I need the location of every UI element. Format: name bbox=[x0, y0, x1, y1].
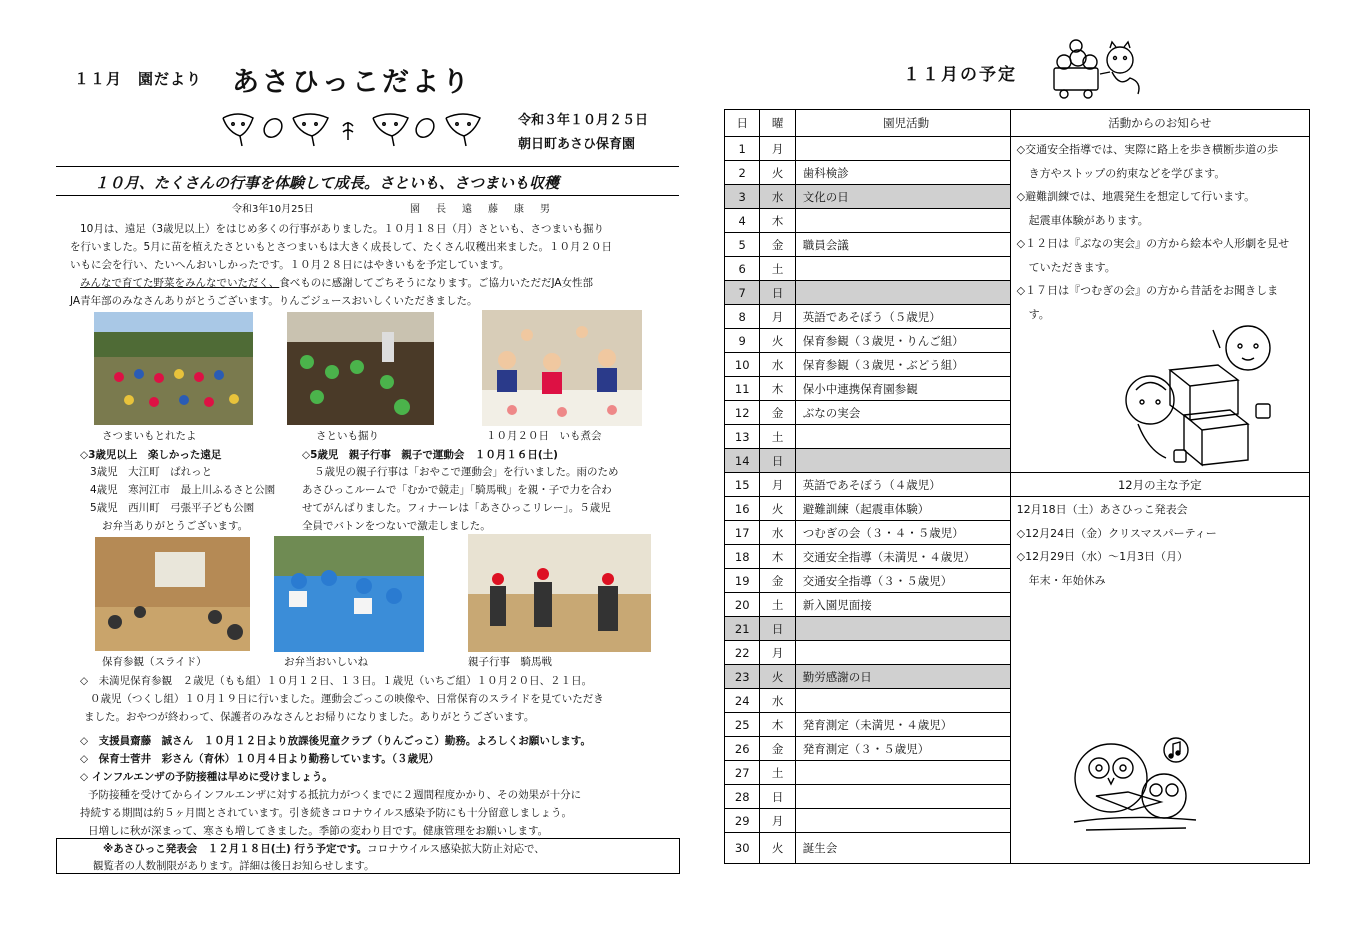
schedule-weekday: 火 bbox=[760, 833, 795, 864]
schedule-day: 7 bbox=[725, 281, 760, 305]
article-underline: みんなで育てた野菜をみんなでいただく、 bbox=[80, 277, 280, 289]
notice-line: ◇交通安全指導では、実際に路上を歩き横断歩道の歩 bbox=[1016, 143, 1279, 156]
headline: １０月、たくさんの行事を体験して成長。さといも、さつまいも収穫 bbox=[94, 174, 560, 192]
schedule-activity bbox=[795, 209, 1010, 233]
schedule-activity: 発育測定（３・５歳児） bbox=[795, 737, 1010, 761]
schedule-weekday: 水 bbox=[760, 353, 795, 377]
schedule-activity: ぶなの実会 bbox=[795, 401, 1010, 425]
december-line: 12月18日（土）あさひっこ発表会 bbox=[1016, 503, 1188, 516]
article-line: いもに会を行い、たいへんおいしかったです。１０月２８日にはやきいもを予定しています。 bbox=[70, 259, 510, 271]
schedule-day: 25 bbox=[725, 713, 760, 737]
schedule-weekday: 金 bbox=[760, 401, 795, 425]
notice-line: す。 bbox=[1028, 307, 1050, 321]
schedule-day: 1 bbox=[725, 137, 760, 161]
schedule-activity bbox=[795, 761, 1010, 785]
children-boxes-illustration-icon bbox=[1118, 320, 1293, 470]
photo-caption: 親子行事 騎馬戦 bbox=[468, 656, 552, 668]
schedule-activity: 誕生会 bbox=[795, 833, 1010, 864]
excursion-title: ◇3歳児以上 楽しかった遠足 bbox=[80, 449, 222, 461]
photo-caption: お弁当おいしいね bbox=[284, 656, 368, 668]
december-line: 年末・年始休み bbox=[1028, 573, 1106, 587]
schedule-activity bbox=[795, 449, 1010, 473]
schedule-title: １１月の予定 bbox=[903, 65, 1017, 85]
excursion-line: お弁当ありがとうございます。 bbox=[102, 520, 249, 532]
schedule-day: 21 bbox=[725, 617, 760, 641]
schedule-weekday: 金 bbox=[760, 569, 795, 593]
article-line bbox=[80, 275, 593, 290]
schedule-activity: 保小中連携保育園参観 bbox=[795, 377, 1010, 401]
sports-line: せてがんばりました。フィナーレは「あさひっこリレー」。５歳児 bbox=[302, 502, 611, 514]
news-line: ◇ 未満児保育参観 ２歳児（もも組）１０月１２日、１３日。１歳児（いちご組）１０月２０日、２１日。 bbox=[80, 675, 593, 687]
schedule-row bbox=[725, 497, 1310, 521]
schedule-day: 15 bbox=[725, 473, 760, 497]
schedule-day: 27 bbox=[725, 761, 760, 785]
schedule-weekday: 水 bbox=[760, 521, 795, 545]
schedule-activity: 新入園児面接 bbox=[795, 593, 1010, 617]
schedule-weekday: 土 bbox=[760, 761, 795, 785]
photo-caption: １０月２０日 いも煮会 bbox=[486, 430, 602, 442]
divider bbox=[56, 166, 679, 167]
schedule-day: 28 bbox=[725, 785, 760, 809]
photo-caption: さといも掘り bbox=[316, 430, 379, 442]
article-line: 10月は、遠足（3歳児以上）をはじめ多くの行事がありました。１０月１８日（月）さといも、さつまいも掘り bbox=[80, 223, 605, 235]
schedule-weekday: 土 bbox=[760, 425, 795, 449]
article-line: を行いました。5月に苗を植えたさといもとさつまいもは大きく成長して、たくさん収穫出来ました。１０月２０日 bbox=[70, 241, 612, 253]
schedule-row bbox=[725, 137, 1310, 161]
schedule-weekday: 土 bbox=[760, 593, 795, 617]
schedule-day: 9 bbox=[725, 329, 760, 353]
schedule-day: 24 bbox=[725, 689, 760, 713]
ginkgo-leaf-decoration-icon bbox=[218, 110, 488, 150]
schedule-weekday: 土 bbox=[760, 257, 795, 281]
schedule-day: 3 bbox=[725, 185, 760, 209]
sports-line: あさひっこルームで「むかで競走」「騎馬戦」を親・子で力を合わ bbox=[302, 484, 612, 496]
schedule-weekday: 日 bbox=[760, 449, 795, 473]
school-name: 朝日町あさひ保育園 bbox=[518, 137, 636, 152]
schedule-weekday: 月 bbox=[760, 305, 795, 329]
schedule-weekday: 月 bbox=[760, 809, 795, 833]
schedule-weekday: 月 bbox=[760, 137, 795, 161]
excursion-line: 5歳児 西川町 弓張平子ども公園 bbox=[90, 502, 255, 514]
december-line: ◇12月24日（金）クリスマスパーティー bbox=[1016, 526, 1217, 540]
notice-line: ◇１７日は『つむぎの会』の方から昔話をお聞きしま bbox=[1016, 284, 1279, 297]
schedule-activity: 勤労感謝の日 bbox=[795, 665, 1010, 689]
notice-line bbox=[103, 841, 545, 856]
schedule-weekday: 水 bbox=[760, 689, 795, 713]
excursion-line: 3歳児 大江町 ぱれっと bbox=[90, 466, 213, 478]
article-line-rest: 食べものに感謝してごちそうになります。ご協力いただだJA女性部 bbox=[279, 277, 594, 289]
schedule-table bbox=[724, 109, 1310, 864]
schedule-activity bbox=[795, 257, 1010, 281]
schedule-activity: 文化の日 bbox=[795, 185, 1010, 209]
news-line: 予防接種を受けてからインフルエンザに対する抵抗力がつくまでに２週間程度かかり、その効果が十分に bbox=[88, 789, 582, 801]
header-weekday: 曜 bbox=[760, 110, 795, 137]
schedule-activity: 職員会議 bbox=[795, 233, 1010, 257]
schedule-activity: つむぎの会（３・４・５歳児） bbox=[795, 521, 1010, 545]
schedule-activity: 歯科検診 bbox=[795, 161, 1010, 185]
schedule-day: 14 bbox=[725, 449, 760, 473]
schedule-weekday: 木 bbox=[760, 377, 795, 401]
photo-observation-slide bbox=[95, 537, 250, 651]
schedule-day: 4 bbox=[725, 209, 760, 233]
photo-sweet-potato-harvest bbox=[94, 312, 253, 425]
newsletter-title: あさひっこだより bbox=[232, 67, 472, 98]
schedule-activity: 交通安全指導（未満児・４歳児） bbox=[795, 545, 1010, 569]
schedule-day: 20 bbox=[725, 593, 760, 617]
news-line: ◇ インフルエンザの予防接種は早めに受けましょう。 bbox=[80, 771, 333, 783]
schedule-day: 8 bbox=[725, 305, 760, 329]
header-day: 日 bbox=[725, 110, 760, 137]
schedule-day: 29 bbox=[725, 809, 760, 833]
photo-taro-digging bbox=[287, 312, 434, 425]
schedule-day: 17 bbox=[725, 521, 760, 545]
schedule-day: 12 bbox=[725, 401, 760, 425]
schedule-row bbox=[725, 473, 1310, 497]
photo-lunch-picnic bbox=[274, 536, 424, 652]
schedule-day: 22 bbox=[725, 641, 760, 665]
schedule-weekday: 火 bbox=[760, 161, 795, 185]
december-header: 12月の主な予定 bbox=[1010, 473, 1309, 497]
notice-bold: ※あさひっこ発表会 １２月１８日(土) 行う予定です。 bbox=[103, 843, 368, 855]
schedule-weekday: 金 bbox=[760, 233, 795, 257]
sports-line: 全員でバトンをつないで激走しました。 bbox=[302, 520, 491, 532]
header-notices: 活動からのお知らせ bbox=[1010, 110, 1309, 137]
schedule-day: 30 bbox=[725, 833, 760, 864]
schedule-day: 11 bbox=[725, 377, 760, 401]
news-line: ◇ 保育士菅井 彩さん（育休）１０月４日より勤務しています。（３歳児） bbox=[80, 753, 439, 765]
schedule-day: 6 bbox=[725, 257, 760, 281]
schedule-weekday: 月 bbox=[760, 473, 795, 497]
schedule-day: 5 bbox=[725, 233, 760, 257]
schedule-weekday: 火 bbox=[760, 497, 795, 521]
schedule-weekday: 日 bbox=[760, 281, 795, 305]
schedule-activity: 保育参観（３歳児・りんご組） bbox=[795, 329, 1010, 353]
notice-line: き方やストップの約束などを学びます。 bbox=[1028, 166, 1226, 180]
excursion-line: 4歳児 寒河江市 最上川ふるさと公園 bbox=[90, 484, 276, 496]
notice-line: 観覧者の人数制限があります。詳細は後日お知らせします。 bbox=[93, 860, 375, 872]
photo-imoni-party bbox=[482, 310, 642, 426]
schedule-day: 26 bbox=[725, 737, 760, 761]
notice-rest: コロナウイルス感染拡大防止対応で、 bbox=[367, 843, 545, 855]
month-label: １１月 園だより bbox=[74, 70, 203, 88]
schedule-activity: 避難訓練（起震車体験） bbox=[795, 497, 1010, 521]
schedule-activity: 英語であそぼう（５歳児） bbox=[795, 305, 1010, 329]
news-line: 日増しに秋が深まって、寒さも増してきました。季節の変わり目です。健康管理をお願いします。 bbox=[88, 825, 549, 837]
schedule-activity bbox=[795, 641, 1010, 665]
schedule-day: 23 bbox=[725, 665, 760, 689]
news-line: ました。おやつが終わって、保護者のみなさんとお帰りになりました。ありがとうございます。 bbox=[84, 711, 535, 723]
schedule-day: 10 bbox=[725, 353, 760, 377]
notice-line: ◇避難訓練では、地震発生を想定して行います。 bbox=[1016, 190, 1256, 203]
photo-caption: さつまいもとれたよ bbox=[102, 430, 197, 442]
schedule-weekday: 月 bbox=[760, 641, 795, 665]
notice-box bbox=[56, 838, 680, 874]
news-line: 持続する期間は約５ヶ月間とされています。引き続きコロナウイルス感染予防にも十分留意しましょう。 bbox=[80, 807, 573, 819]
article-line: JA青年部のみなさんありがとうございます。りんごジュースおいしくいただきました。 bbox=[70, 295, 478, 307]
schedule-weekday: 火 bbox=[760, 329, 795, 353]
schedule-activity bbox=[795, 689, 1010, 713]
schedule-weekday: 火 bbox=[760, 665, 795, 689]
notice-line: 起震車体験があります。 bbox=[1028, 213, 1149, 227]
schedule-day: 16 bbox=[725, 497, 760, 521]
photo-caption: 保育参観（スライド） bbox=[102, 656, 207, 668]
schedule-weekday: 水 bbox=[760, 185, 795, 209]
principal-name: 園 長 遠 藤 康 男 bbox=[410, 204, 553, 215]
schedule-activity: 英語であそぼう（４歳児） bbox=[795, 473, 1010, 497]
news-line: ◇ 支援員齋藤 誠さん １０月１２日より放課後児童クラブ（りんごっこ）勤務。よろしくお願いします。 bbox=[80, 735, 592, 747]
schedule-activity bbox=[795, 137, 1010, 161]
squirrel-cart-illustration-icon bbox=[1050, 38, 1145, 100]
schedule-weekday: 日 bbox=[760, 617, 795, 641]
divider bbox=[56, 195, 679, 196]
schedule-day: 19 bbox=[725, 569, 760, 593]
schedule-weekday: 金 bbox=[760, 737, 795, 761]
owls-reading-illustration-icon bbox=[1066, 734, 1201, 836]
schedule-weekday: 木 bbox=[760, 545, 795, 569]
schedule-activity: 発育測定（未満児・４歳児） bbox=[795, 713, 1010, 737]
schedule-activity: 交通安全指導（３・５歳児） bbox=[795, 569, 1010, 593]
schedule-day: 18 bbox=[725, 545, 760, 569]
schedule-activity bbox=[795, 425, 1010, 449]
notice-line: ◇１２日は『ぶなの実会』の方から絵本や人形劇を見せ bbox=[1016, 237, 1290, 250]
sign-date: 令和3年10月25日 bbox=[232, 204, 314, 215]
schedule-weekday: 木 bbox=[760, 713, 795, 737]
schedule-day: 2 bbox=[725, 161, 760, 185]
december-line: ◇12月29日（水）～1月3日（月） bbox=[1016, 550, 1189, 563]
schedule-activity bbox=[795, 785, 1010, 809]
schedule-activity bbox=[795, 281, 1010, 305]
photo-cavalry-battle bbox=[468, 534, 651, 652]
schedule-weekday: 日 bbox=[760, 785, 795, 809]
sports-title: ◇5歳児 親子行事 親子で運動会 １０月１６日(土) bbox=[302, 449, 558, 461]
issue-date: 令和３年１０月２５日 bbox=[518, 113, 649, 128]
schedule-activity bbox=[795, 617, 1010, 641]
schedule-weekday: 木 bbox=[760, 209, 795, 233]
header-activity: 園児活動 bbox=[795, 110, 1010, 137]
news-line: ０歳児（つくし組）１０月１９日に行いました。運動会ごっこの映像や、日常保育のスライドを見ていただき bbox=[90, 693, 604, 705]
notice-line: ていただきます。 bbox=[1028, 260, 1116, 274]
schedule-activity bbox=[795, 809, 1010, 833]
sports-line: ５歳児の親子行事は「おやこで運動会」を行いました。雨のため bbox=[314, 466, 619, 478]
schedule-day: 13 bbox=[725, 425, 760, 449]
schedule-header-row bbox=[725, 110, 1310, 137]
schedule-activity: 保育参観（３歳児・ぶどう組） bbox=[795, 353, 1010, 377]
